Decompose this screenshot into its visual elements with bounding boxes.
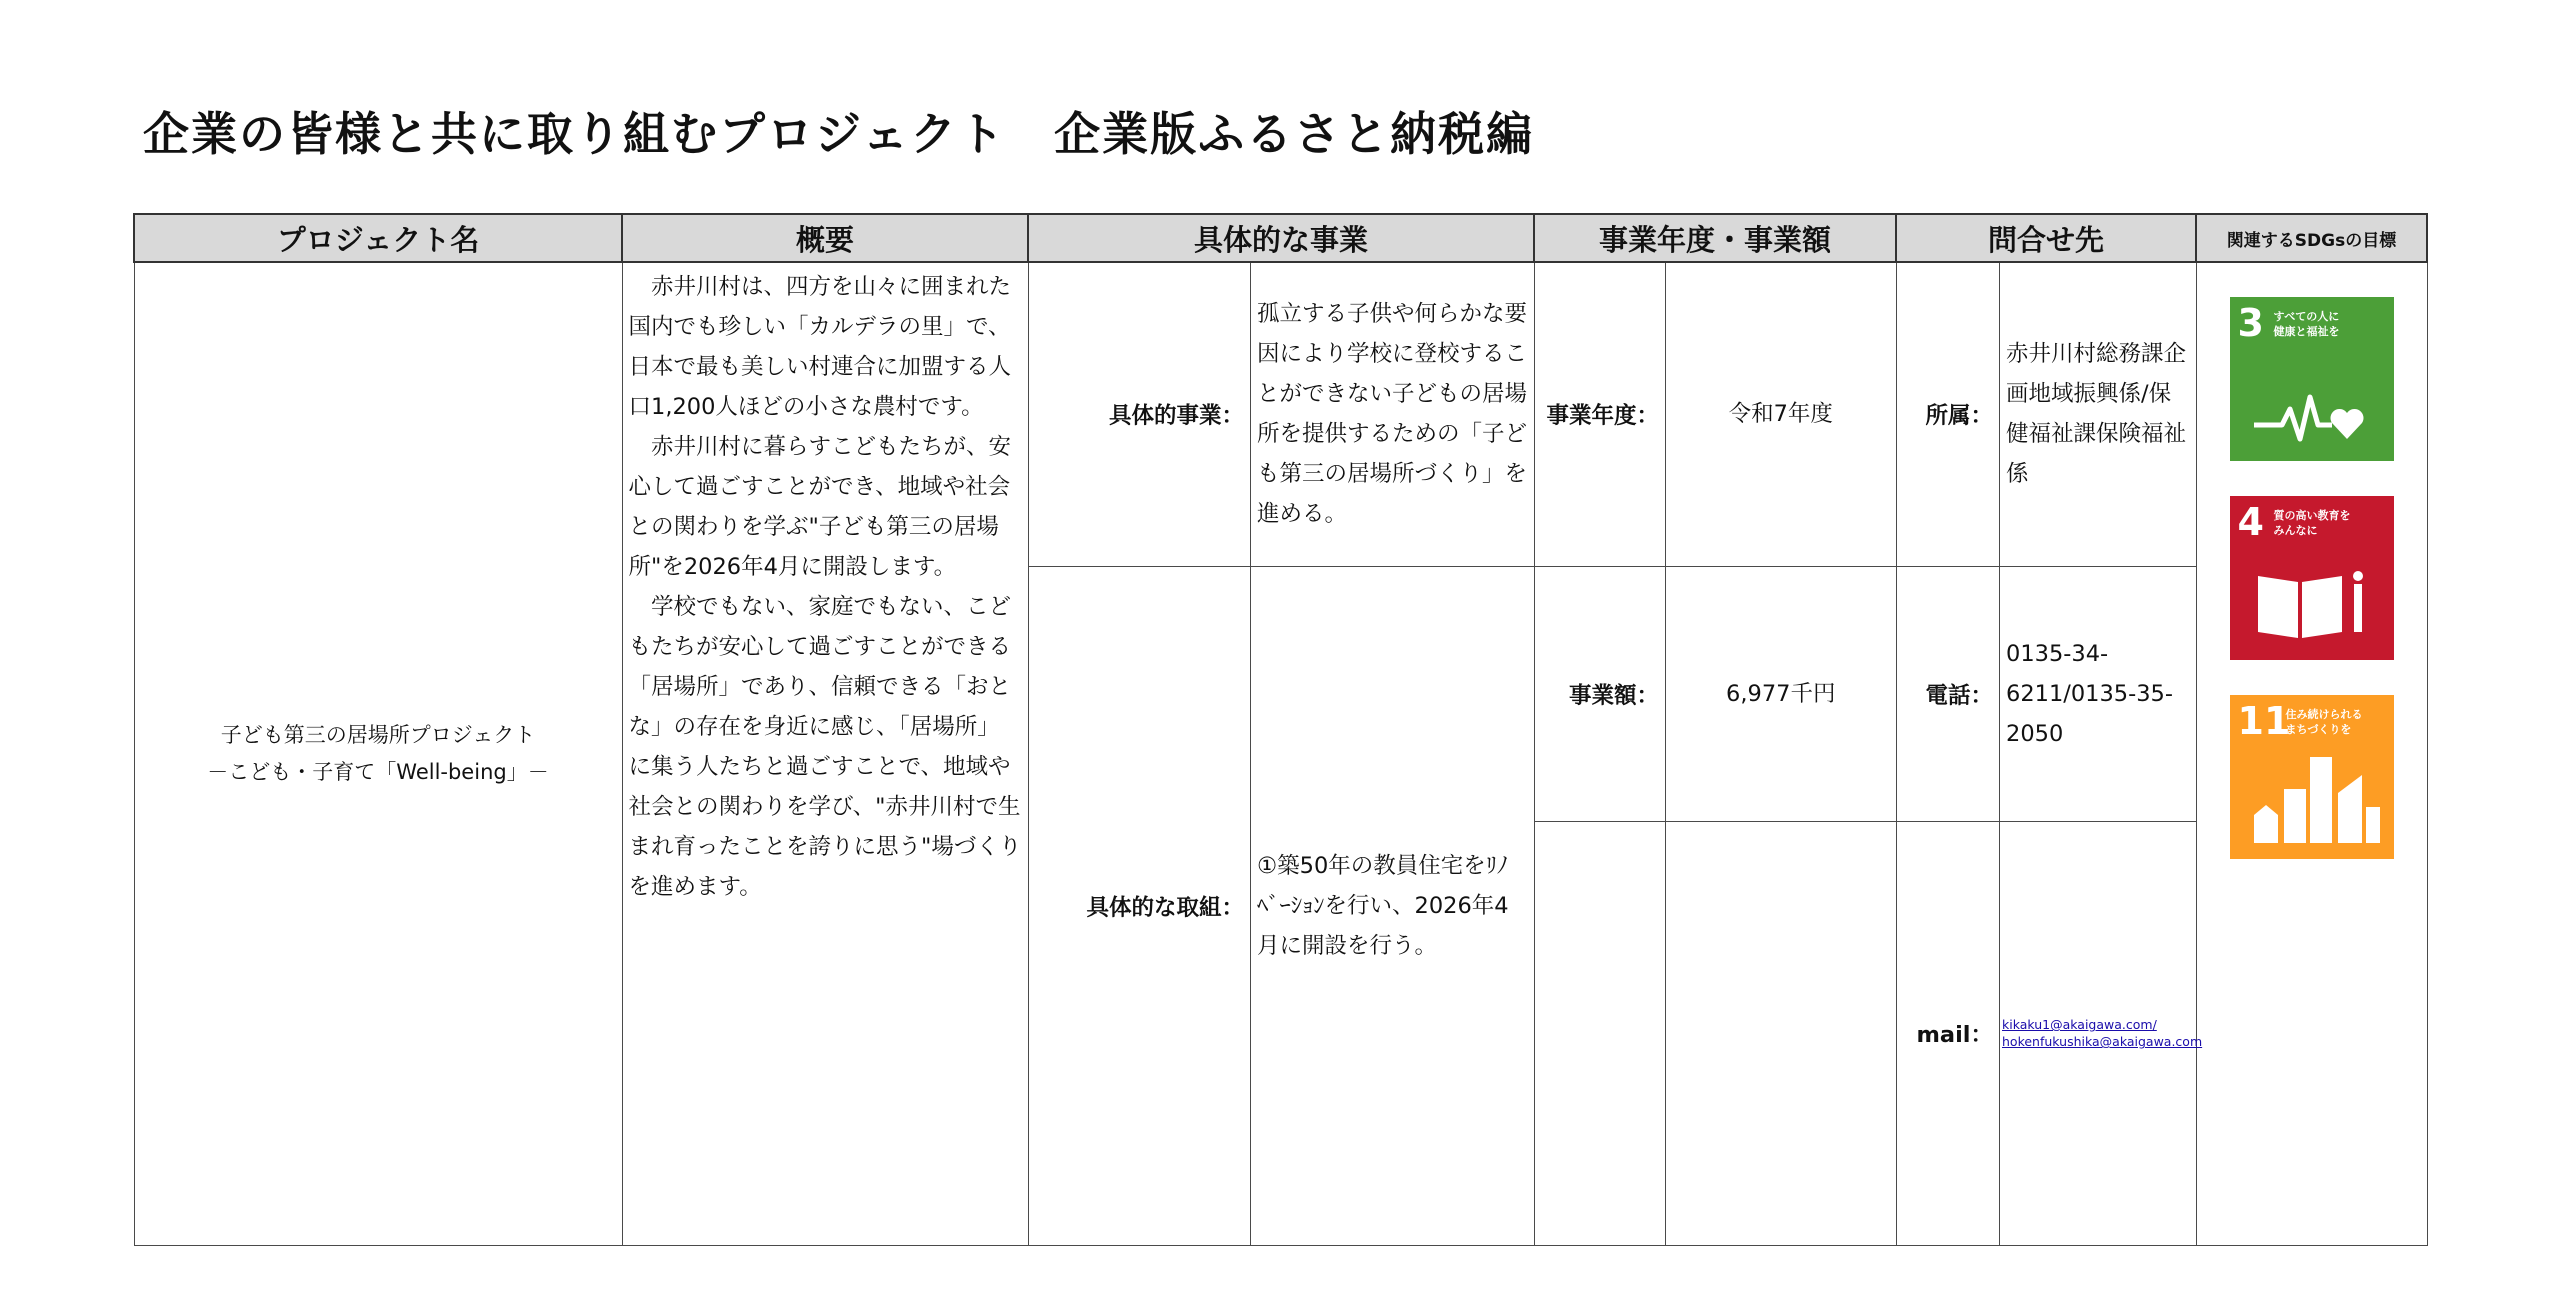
sdg-goal-11-tile xyxy=(2230,695,2394,859)
project-subtitle: －こども・子育て「Well-being」－ xyxy=(207,760,549,784)
overview-paragraph-1: 赤井川村は、四方を山々に囲まれた国内でも珍しい「カルデラの里」で、日本で最も美しい村連合に加盟する人口1,200人ほどの小さな農村です。 xyxy=(628,274,1012,420)
overview-cell xyxy=(622,262,1028,1246)
sdg-goal-number: 4 xyxy=(2237,500,2264,544)
year-amount-cell xyxy=(1534,262,1896,1246)
project-name-cell xyxy=(134,262,622,1246)
project-row xyxy=(134,262,2427,1246)
amount-value: 6,977千円 xyxy=(1666,566,1896,821)
contact-cell xyxy=(1896,262,2203,1246)
department-value: 赤井川村総務課企画地域振興係/保健福祉課保険福祉係 xyxy=(2000,263,2196,566)
sdg-goal-number: 11 xyxy=(2237,699,2291,743)
overview-paragraph-2: 赤井川村に暮らすこどもたちが、安心して過ごすことができ、地域や社会との関わりを学ぶ"子ども第三の居場所"を2026年4月に開設します。 xyxy=(628,434,1012,580)
mail-value-cell xyxy=(2000,821,2203,1245)
department-label: 所属： xyxy=(1897,263,2000,566)
amount-label: 事業額： xyxy=(1535,566,1666,821)
city-icon xyxy=(2252,753,2382,845)
sdg-goal-text: みんなに xyxy=(2273,524,2318,537)
book-pencil-icon xyxy=(2252,566,2372,646)
specific-business-label: 具体的事業： xyxy=(1029,263,1251,566)
sdg-goal-text: 質の高い教育を xyxy=(2273,509,2351,522)
specific-effort-value: ①築50年の教員住宅をﾘﾉﾍﾞｰｼｮﾝを行い、2026年4月に開設を行う。 xyxy=(1251,566,1534,1245)
header-contact: 問合せ先 xyxy=(1896,214,2196,262)
sdg-goal-text: すべての人に xyxy=(2273,310,2340,323)
header-sdgs: 関連するSDGsの目標 xyxy=(2196,214,2427,262)
mail-link-kikaku[interactable]: kikaku1@akaigawa.com/ xyxy=(2002,1017,2157,1033)
sdgs-cell xyxy=(2196,262,2427,1246)
mail-link-hokenfukushika[interactable]: hokenfukushika@akaigawa.com xyxy=(2002,1034,2203,1050)
heartbeat-icon xyxy=(2252,387,2372,447)
sdg-goal-4-tile xyxy=(2230,496,2394,660)
sdg-goal-number: 3 xyxy=(2237,301,2264,345)
sdg-goal-text: まちづくりを xyxy=(2285,723,2352,736)
empty-cell xyxy=(1666,821,1896,1245)
year-label: 事業年度： xyxy=(1535,263,1666,566)
specific-effort-label: 具体的な取組： xyxy=(1029,566,1251,1245)
project-table xyxy=(133,213,2428,1246)
mail-label: mail： xyxy=(1897,821,2000,1245)
empty-cell xyxy=(1535,821,1666,1245)
header-specific-project: 具体的な事業 xyxy=(1028,214,1534,262)
overview-paragraph-3: 学校でもない、家庭でもない、こどもたちが安心して過ごすことができる「居場所」であり、信頼できる「おとな」の存在を身近に感じ、「居場所」に集う人たちと過ごすことで、地域や社会との関わりを学び、"赤井川村で生まれ育ったことを誇りに思う"場づくりを進めます。 xyxy=(628,594,1022,900)
header-project-name: プロジェクト名 xyxy=(134,214,622,262)
page-title: 企業の皆様と共に取り組むプロジェクト 企業版ふるさと納税編 xyxy=(143,107,1535,161)
header-row xyxy=(134,214,2427,262)
sdg-goal-text: 住み続けられる xyxy=(2285,708,2363,721)
phone-value: 0135-34-6211/0135-35-2050 xyxy=(2000,566,2196,821)
specific-cell xyxy=(1028,262,1534,1246)
phone-label: 電話： xyxy=(1897,566,2000,821)
sdg-goal-text: 健康と福祉を xyxy=(2273,325,2340,338)
specific-business-value: 孤立する子供や何らかな要因により学校に登校することができない子どもの居場所を提供するための「子ども第三の居場所づくり」を進める。 xyxy=(1251,263,1534,566)
sdg-goal-3-tile xyxy=(2230,297,2394,461)
year-value: 令和7年度 xyxy=(1666,263,1896,566)
project-name: 子ども第三の居場所プロジェクト xyxy=(220,723,536,747)
header-year-amount: 事業年度・事業額 xyxy=(1534,214,1896,262)
header-overview: 概要 xyxy=(622,214,1028,262)
